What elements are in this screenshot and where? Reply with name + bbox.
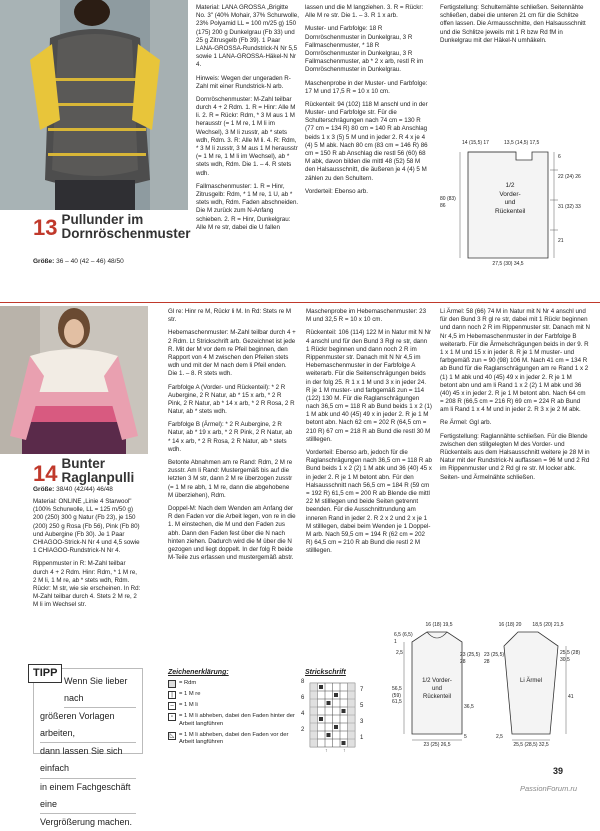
pattern14-number: 14 <box>33 461 58 487</box>
pattern13-number: 13 <box>33 215 58 240</box>
sleeve-bottom: 25,5 (28,5) 32,5 <box>513 742 549 748</box>
pattern14-title <box>33 457 163 488</box>
row-number: 6 <box>301 695 305 701</box>
tip-line-3: dann lassen Sie sich einfach <box>40 743 136 778</box>
svg-text:↑: ↑ <box>325 748 328 755</box>
knit-symbol: | <box>168 691 176 699</box>
pattern13-fertigstellung: Fertigstellung: Schulternähte schließen. Seitennähte schließen, dabei die unteren 21 cm für die Schlitze offen lassen. Die Armausschnitte, den Halsausschnitt und die Schlitze jeweils mit 1 R bzw Rd fM in Dunkelgrau mit der Häkel-N umhäkeln. <box>440 4 586 44</box>
pattern14-li-aermel: Li Ärmel: 58 (66) 74 M in Natur mit N Nr 4 anschl und für den Bund 3 R gl re str, dabei mit 1 Rückr beginnen und dann noch 2 R im Rippenmuster str. Danach mit N Nr 4,5 im Hebemaschenmuster in der Farbfolge B weiterarb. Für die Ärmelschrägungen beids in der 9. R 1 x 1 M und 15 x in jeder 8. R je 1 M muster- und farbgemäß zun = 90 (98) 106 M. Nach 41 cm = 134 R ab Bund für die Raglanschrägungen am re Rand 1 x 2 (1) 1 M abk und 40 (45) 49 x in jeder 2. R je 1 M betont abn und am li Rand 1 x 2 (2) 1 M abk und 36 (40) 45 x in jeder 2. R je 1 M betont abn. Nach 64 cm = 208 R (66,5 cm = 216 R) 69 cm = 224 R ab Bund am li Rand 1 x 4 M und in jeder 2. R 3 x je 2 M abk. <box>440 308 590 414</box>
schematic13-right-bottom: 21 <box>558 238 564 244</box>
tip-line-5: Vergrößerung machen. <box>40 816 133 827</box>
raglanpulli-photo <box>0 306 148 454</box>
purl-symbol: – <box>168 702 176 710</box>
row-number: 1 <box>360 735 364 741</box>
legend <box>168 668 296 750</box>
pattern13-farbfolge: Muster- und Farbfolge: 18 R Dornröschenmuster in Dunkelgrau, 3 R Fallmaschenmuster, * 18 R Dornröschenmuster in Dunkelgrau, 3 R Fallmaschenmuster, ab * 2 x arb, restl R im Dornröschenmuster in Dunkelgrau. <box>305 25 424 74</box>
pattern14-glre: Gl re: Hinr re M, Rückr li M. In Rd: Stets re M str. <box>168 308 292 324</box>
pattern14-col3 <box>306 308 432 560</box>
chart-grid <box>305 683 375 753</box>
schematic13-top-right: 13,5 (14,5) 17,5 <box>504 140 540 146</box>
site-watermark: PassionForum.ru <box>520 784 578 793</box>
legend-text: = 1 M li abheben, dabei den Faden hinter der Arbeit langführen <box>179 713 295 727</box>
pattern13-dornroeschen: Dornröschenmuster: M-Zahl teilbar durch 4 + 2 Rdm. 1. R = Hinr: Alle M li. 2. R = Rückr: Rdm, * 3 M aus 1 M herausstr (= 1 M re, 1 M li im Wechsel), 3 M li zusstr, ab * stets wdh, Rdm. 3. R: Alle M li. 4. R: Rdm, * 3 M li zusstr, 3 M aus 1 M herausstr (= 1 M re, 1 M li im Wechsel), ab * stets wdh, Rdm. Die 1. – 4. R stets wdh. <box>196 95 298 177</box>
pattern14-vorderteil: Vorderteil: Ebenso arb, jedoch für die Raglanschrägungen nach 36,5 cm = 118 R ab Bund beids 1 x 2 (2) 1 M abk und 36 (40) 45 x in jeder 2. R je 1 M betont abn. Für den Halsausschnitt nach 56,5 cm = 184 R (59 cm = 192 R) 61,5 cm = 200 R ab Blende die mittl 22 M stilllegen und beide Seiten getrennt beenden. Für die Ausschnittrundung am inneren Rand in jeder 2. R 2 x 2 und 2 x je 1 M stilllegen, dabei beim Wenden je 1 Doppel-M arb. Nach 59,5 cm = 194 R (62 cm = 202 R) 64,5 cm = 210 R ab Bund die restl 2 M stilllegen. <box>306 449 432 555</box>
knitting-chart <box>301 668 375 755</box>
sleeve-bottom-small: 2,5 <box>496 734 503 740</box>
chart-row-numbers-left <box>301 674 304 738</box>
pattern13-rueckenteil: Rückenteil: 94 (102) 118 M anschl und in der Muster- und Farbfolge str. Für die Schulterschrägungen nach 74 cm = 130 R (77 cm = 134 R) 80 cm = 140 R ab Anschlag beids 1 x 3 (5) 5 M und in jeder 2. R 4 x je 4 (4) 5 M abk. Nach 80 cm (83 cm = 146 R) 86 cm = 150 R ab Anschlag die restl 56 (60) 68 M abk, davon bilden die mittl 48 (52) 58 M den Halsausschnitt, die äußeren je 4 (4) 5 M zählen zu den Schultern. <box>305 100 428 182</box>
pattern14-rippenmuster: Rippenmuster in R: M-Zahl teilbar durch 4 + 2 Rdm. Hinr: Rdm, * 1 M re, 2 M li, 1 M re, ab * stets wdh, Rdm. Rückr: M str, wie sie erscheinen. In Rd: M-Zahl teilbar durch 4. Stets 2 M re, 2 M li im Wechsel str. <box>33 560 141 609</box>
svg-text:↑: ↑ <box>343 748 346 755</box>
pattern14-col2 <box>168 308 296 567</box>
sleeve-schematic-label: Li Ärmel <box>519 678 542 684</box>
schematic13-bottom: 27,5 (30) 34,5 <box>468 261 548 268</box>
legend-row-slip-front <box>168 732 296 747</box>
legend-row-rdm <box>168 680 296 688</box>
pattern14-material: Material: ONLINE „Linie 4 Starwool" (100% Schurwolle, LL = 125 m/50 g) 200 (250) 300 g Natur (Fb 23), je 150 (200) 250 g Rosa (Fb 56), Pink (Fb 80) und Aubergine (Fb 30). Je 1 Paar CHIAGOO-Strick-N Nr 4 und 4,5 sowie 1 CHIAGOO-Rundstrick-N Nr 4. <box>33 498 140 555</box>
pattern14-re-aermel: Re Ärmel: Ggl arb. <box>440 419 492 427</box>
pattern14-doppel-m: Doppel-M: Nach dem Wenden am Anfang der R den Faden vor die Arbeit legen, von re in die 1. M einstechen, die M und den Faden zus abh. Dann den Faden fest über die N nach hinten ziehen. Dadurch wird die M über die N gezogen und liegt doppelt. In der folg R beide M-Teile zus erfassen und mustergemäß abstr. <box>168 504 296 562</box>
body-bottom: 23 (25) 26,5 <box>423 742 451 748</box>
chart-row-numbers-right <box>360 682 363 746</box>
pattern13-sizes-label: Größe: <box>33 258 55 265</box>
pattern13-sizes <box>33 258 183 267</box>
pattern13-col2 <box>305 4 430 201</box>
schematic13-right-top: 6 <box>558 154 561 160</box>
page-number: 39 <box>553 766 564 776</box>
pattern13-sizes-value: 36 – 40 (42 – 46) 48/50 <box>56 258 124 265</box>
sleeve-side: 41 <box>568 694 574 700</box>
pattern13-col3 <box>440 4 590 50</box>
pattern13-vorderteil: Vorderteil: Ebenso arb. <box>305 187 368 195</box>
pattern13-title-line1: Pullunder im <box>61 212 144 227</box>
pattern14-col1 <box>33 498 141 614</box>
chart-title: Strickschrift <box>305 669 346 676</box>
row-number: 5 <box>360 703 364 709</box>
slip-front-symbol: ◺ <box>169 732 175 739</box>
legend-text: = 1 M li abheben, dabei den Faden vor der Arbeit langführen <box>179 731 289 746</box>
pattern14-hebemaschen: Hebemaschenmuster: M-Zahl teilbar durch 4 + 2 Rdm. Lt Strickschrift arb. Gezeichnet ist jede R. Mit der M vor dem re Pfeil beginnen, den Rapport von 4 M zwischen den Pfeilen stets wdh und mit der M nach dem li Pfeil enden. Die 1. – 8. R stets wdh. <box>168 329 296 378</box>
pattern14-fertigstellung: Fertigstellung: Raglannähte schließen. Für die Blende zwischen den stillgelegten M des Vorder- und Rückenteils aus dem Halsausschnitt weitere je 28 M in Natur mit der Rundstrick-N auffassen = 96 M und 2 Rd im Rippenmuster und 2 Rd gl re str. M locker abk. Seiten- und Ärmelnähte schließen. <box>440 432 590 481</box>
tip-line-4: in einem Fachgeschäft eine <box>40 779 136 814</box>
pattern14-sleeve-schematic <box>484 622 580 752</box>
pattern14-body-schematic <box>392 622 482 752</box>
body-schematic-label: 1/2 Vorder- und Rückenteil <box>422 678 452 700</box>
schematic13-right-2: 22 (24) 26 <box>558 174 581 180</box>
pattern14-maschenprobe: Maschenprobe im Hebemaschenmuster: 23 M und 32,5 R = 10 x 10 cm. <box>306 308 427 324</box>
pattern14-sizes-label: Größe: <box>33 486 55 493</box>
section-divider <box>0 302 600 303</box>
legend-text: = 1 M li <box>179 702 198 709</box>
body-left2: 2,5 <box>396 650 403 656</box>
pattern13-maschenprobe: Maschenprobe in der Muster- und Farbfolge: 17 M und 17,5 R = 10 x 10 cm. <box>305 79 428 95</box>
pattern13-fallmaschen: Fallmaschenmuster: 1. R = Hinr, Zitrusgelb: Rdm, * 1 M re, 1 U, ab * stets wdh, Rdm. Faden abschneiden. Die M zurück zum N-Anfang schieben. 2. R = Hinr, Dunkelgrau: Alle M re str, dabei die U fallen <box>196 182 299 231</box>
schematic13-top-left: 14 (15,5) 17 <box>462 140 489 146</box>
body-top: 16 (18) 19,5 <box>425 622 453 628</box>
schematic13-left: 80 (83) 86 <box>440 196 456 209</box>
pattern13-col2-cont: lassen und die M langziehen. 3. R = Rückr: Alle M re str. Die 1. – 3. R 1 x arb. <box>305 4 424 20</box>
row-number: 2 <box>301 727 305 733</box>
sleeve-top: 16 (18) 20 <box>498 622 522 628</box>
pattern14-sizes-value: 38/40 (42/44) 46/48 <box>56 486 113 493</box>
pattern14-col4 <box>440 308 590 487</box>
legend-title: Zeichenerklärung: <box>168 669 229 676</box>
pattern13-schematic <box>440 140 590 272</box>
pattern13-title-line2: Dornröschenmuster <box>61 226 191 242</box>
body-raglan: 23 (25,5) 28 <box>460 652 481 665</box>
edge-stitch-symbol <box>168 680 176 688</box>
row-number: 8 <box>301 679 305 685</box>
sleeve-raglan: 25,5 (28) 30,5 <box>560 650 581 663</box>
body-side: 36,5 <box>464 704 474 710</box>
row-number: 7 <box>360 687 364 693</box>
pattern14-rueckenteil: Rückenteil: 106 (114) 122 M in Natur mit N Nr 4 anschl und für den Bund 3 Rgl re str, dann 1 Rückr beginnen und dann noch 2 R im Rippenmuster str. Danach mit N Nr 4,5 im Hebemaschenmuster in der Farbfolge A weiterarb. Für die Seitenschrägungen beids in der folg 25. R 1 x 1 M und 3 x in jeder 24. R je 1 M muster- und farbgemäß zun = 114 (122) 130 M. Für die Raglanschrägungen nach 36,5 cm = 118 R ab Bund beids 1 x 2 (1) 1 M abk und 40 (45) 49 x in jeder 2. R je 1 M betont abn. Nach 62 cm = 202 R (64,5 cm = 210 R) 67 cm = 218 R ab Bund die restl 30 M stilllegen. <box>306 329 432 443</box>
pattern13-title <box>33 212 191 242</box>
body-neck: 6,5 (6,5) 1 <box>394 632 413 645</box>
pullunder-photo <box>0 0 188 210</box>
tip-text <box>40 673 136 831</box>
tip-line-2: größeren Vorlagen arbeiten, <box>40 708 136 743</box>
legend-row-li <box>168 702 296 710</box>
body-left: 56,5 (59) 61,5 <box>392 686 402 706</box>
slip-back-symbol: ▫ <box>168 713 176 721</box>
sleeve-top2: 18,5 (20) 21,5 <box>532 622 564 628</box>
legend-text: = 1 M re <box>179 691 201 698</box>
schematic13-label: 1/2 Vorder- und Rückenteil <box>495 182 526 215</box>
pattern14-sizes <box>33 486 173 495</box>
pattern14-farbfolge-b: Farbfolge B (Ärmel): * 2 R Aubergine, 2 R Natur, ab * 19 x arb, * 2 R Pink, 2 R Natur, ab * 14 x arb, * 2 R Rosa, 2 R Natur, ab * stets wdh. <box>168 421 293 453</box>
sleeve-raglan2: 23 (25,5) 28 <box>484 652 505 665</box>
pattern13-hinweis: Hinweis: Wegen der ungeraden R-Zahl mit einer Rundstrick-N arb. <box>196 74 291 90</box>
row-number: 3 <box>360 719 364 725</box>
pattern13-col1 <box>196 4 299 237</box>
pattern14-farbfolge-a: Farbfolge A (Vorder- und Rückenteil): * 2 R Aubergine, 2 R Natur, ab * 15 x arb, * 2 R Pink, 2 R Natur, ab * 14 x arb, * 2 R Rosa, 2 R Natur, ab * stets wdh. <box>168 383 295 416</box>
legend-text: = Rdm <box>179 680 197 687</box>
pattern14-betonte-abnahmen: Betonte Abnahmen am re Rand: Rdm, 2 M re zusstr. Am li Rand: Mustergemäß bis auf die letzten 3 M str, dann 2 M re überzogen zusstr (= 1 M re abh, 1 M re, dann die abgehobene M überziehen), Rdm. <box>168 459 293 499</box>
raglanpulli-illustration <box>0 306 148 454</box>
tip-label: TIPP <box>28 664 62 683</box>
pattern14-title-text: Bunter Raglanpulli <box>61 456 135 486</box>
tip-line-1: Wenn Sie lieber nach <box>64 673 136 708</box>
pullunder-illustration <box>0 0 188 210</box>
row-number: 4 <box>301 711 305 717</box>
pattern13-material: Material: LANA GROSSA „Brigitte No. 3" (40% Mohair, 37% Schurwolle, 23% Polyamid LL = 100 m/25 g) 150 (175) 200 g Dunkelgrau (Fb 33) und 25 g Zitrusgelb (Fb 39). 1 Paar LANA-GROSSA-Rundstrick-N Nr 5,5 sowie 1 LANA-GROSSA-Häkel-N Nr 4. <box>196 4 299 69</box>
body-bottom-small: 5 <box>464 734 467 740</box>
legend-row-re <box>168 691 296 699</box>
schematic13-right-3: 31 (32) 33 <box>558 204 581 210</box>
legend-row-slip-back <box>168 713 296 728</box>
